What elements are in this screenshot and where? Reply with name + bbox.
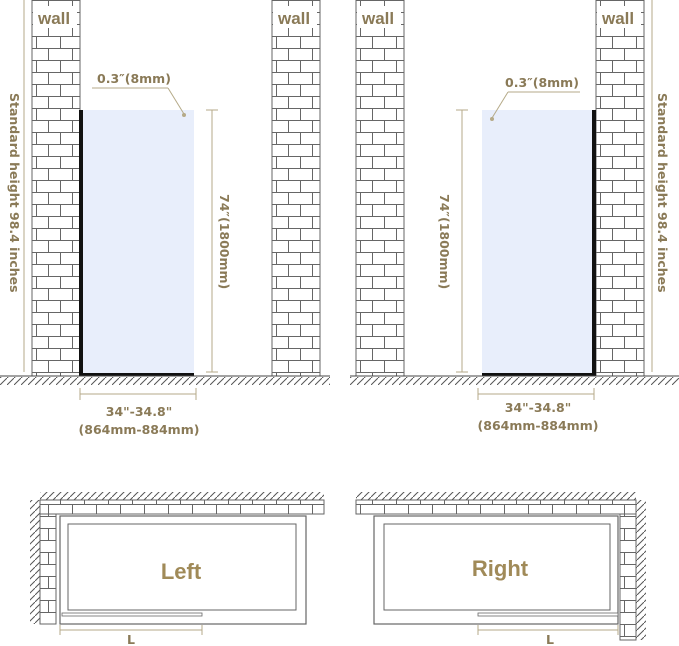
brick-wall-left: [356, 0, 404, 376]
thickness-leader-dot: [490, 117, 494, 121]
right-plan-view: [356, 492, 646, 646]
width-mm-label: (864mm-884mm): [477, 418, 599, 433]
plan-wall-top: [40, 500, 324, 514]
standard-height-label: Standard height 98.4 inches: [7, 93, 22, 293]
plan-title: Right: [471, 556, 529, 581]
width-mm-label: (864mm-884mm): [78, 422, 200, 437]
wall-label: wall: [278, 9, 311, 28]
brick-wall-right: [596, 0, 644, 376]
length-label: L: [127, 632, 135, 646]
wall-label: wall: [602, 9, 635, 28]
panel-frame-edge: [79, 110, 83, 376]
plan-wall-left-hatch: [30, 500, 40, 624]
thickness-label: 0.3″(8mm): [97, 71, 171, 86]
floor-hatch: [0, 377, 330, 385]
standard-height-label: Standard height 98.4 inches: [655, 93, 670, 293]
plan-title: Left: [160, 559, 202, 584]
plan-wall-left: [40, 514, 56, 624]
brick-wall-left: [32, 0, 80, 376]
glass-panel-plan: [62, 613, 202, 616]
length-label: L: [546, 632, 554, 646]
plan-wall-right: [620, 514, 636, 640]
panel-height-label: 74″(1800mm): [437, 194, 452, 290]
plan-wall-top-hatch: [356, 492, 636, 500]
floor-hatch: [350, 377, 679, 385]
plan-wall-right-hatch: [636, 500, 646, 640]
right-elevation: [350, 0, 679, 433]
left-plan-view: [30, 492, 324, 646]
wall-label: wall: [362, 9, 395, 28]
panel-frame-edge: [592, 110, 596, 376]
left-elevation: [0, 0, 330, 437]
wall-label: wall: [38, 9, 71, 28]
plan-wall-top-hatch: [40, 492, 324, 500]
thickness-leader-dot: [182, 113, 186, 117]
panel-height-label: 74″(1800mm): [217, 194, 232, 290]
width-inches-label: 34"-34.8": [504, 400, 572, 415]
thickness-label: 0.3″(8mm): [505, 75, 579, 90]
glass-panel-plan: [478, 613, 618, 616]
brick-wall-right: [272, 0, 320, 376]
glass-panel: [82, 110, 194, 376]
width-inches-label: 34"-34.8": [105, 404, 173, 419]
glass-panel: [482, 110, 594, 376]
plan-wall-top: [356, 500, 636, 514]
